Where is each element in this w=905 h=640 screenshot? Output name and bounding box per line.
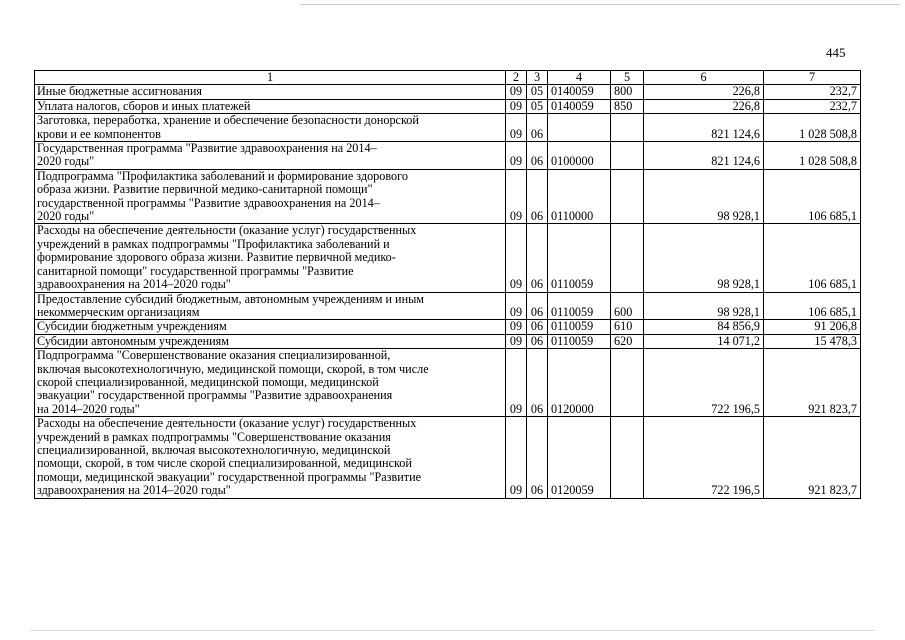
- row-amount-col6: 722 196,5: [644, 417, 764, 498]
- row-subsection: 06: [527, 292, 548, 320]
- table-row: [35, 114, 861, 142]
- column-header-3: 3: [527, 71, 548, 85]
- row-section: 09: [506, 334, 527, 348]
- row-amount-col6: 98 928,1: [644, 292, 764, 320]
- row-section: 09: [506, 114, 527, 142]
- row-expense-type: [611, 169, 644, 224]
- row-section: 09: [506, 169, 527, 224]
- table-row: [35, 320, 861, 334]
- row-amount-col6: 821 124,6: [644, 142, 764, 170]
- row-amount-col7: 1 028 508,8: [764, 142, 861, 170]
- row-target-code: 0110059: [548, 292, 611, 320]
- table-row: [35, 99, 861, 113]
- row-target-code: 0110059: [548, 320, 611, 334]
- row-amount-col6: 14 071,2: [644, 334, 764, 348]
- row-name: Иные бюджетные ассигнования: [35, 85, 506, 99]
- row-target-code: 0110000: [548, 169, 611, 224]
- table-row: [35, 292, 861, 320]
- row-expense-type: [611, 224, 644, 292]
- scan-artifact-bottom: [30, 630, 875, 631]
- row-amount-col6: 821 124,6: [644, 114, 764, 142]
- row-subsection: 06: [527, 334, 548, 348]
- row-section: 09: [506, 349, 527, 417]
- row-amount-col7: 15 478,3: [764, 334, 861, 348]
- row-amount-col7: 106 685,1: [764, 292, 861, 320]
- row-amount-col7: 232,7: [764, 85, 861, 99]
- row-target-code: 0120059: [548, 417, 611, 498]
- row-subsection: 06: [527, 224, 548, 292]
- row-name: Предоставление субсидий бюджетным, автономным учреждениям и иным некоммерческим организациям: [35, 292, 506, 320]
- page-number: 445: [826, 45, 846, 60]
- row-subsection: 06: [527, 417, 548, 498]
- row-subsection: 05: [527, 85, 548, 99]
- table-row: [35, 224, 861, 292]
- row-section: 09: [506, 142, 527, 170]
- column-header-2: 2: [506, 71, 527, 85]
- row-amount-col6: 226,8: [644, 99, 764, 113]
- row-section: 09: [506, 85, 527, 99]
- row-section: 09: [506, 99, 527, 113]
- row-subsection: 06: [527, 142, 548, 170]
- row-expense-type: 620: [611, 334, 644, 348]
- table-row: [35, 417, 861, 498]
- row-subsection: 06: [527, 114, 548, 142]
- row-amount-col7: 921 823,7: [764, 417, 861, 498]
- row-section: 09: [506, 320, 527, 334]
- row-expense-type: 600: [611, 292, 644, 320]
- row-section: 09: [506, 292, 527, 320]
- table-row: [35, 142, 861, 170]
- column-header-1: 1: [35, 71, 506, 85]
- column-header-4: 4: [548, 71, 611, 85]
- table-row: [35, 349, 861, 417]
- row-target-code: 0110059: [548, 334, 611, 348]
- row-amount-col7: 921 823,7: [764, 349, 861, 417]
- row-amount-col6: 722 196,5: [644, 349, 764, 417]
- row-amount-col6: 84 856,9: [644, 320, 764, 334]
- row-amount-col6: 98 928,1: [644, 224, 764, 292]
- table-row: [35, 169, 861, 224]
- row-name: Субсидии бюджетным учреждениям: [35, 320, 506, 334]
- row-amount-col7: 232,7: [764, 99, 861, 113]
- table-row: [35, 334, 861, 348]
- scan-artifact-top: [300, 4, 900, 5]
- row-expense-type: [611, 349, 644, 417]
- column-header-6: 6: [644, 71, 764, 85]
- row-expense-type: [611, 114, 644, 142]
- row-name: Уплата налогов, сборов и иных платежей: [35, 99, 506, 113]
- row-subsection: 05: [527, 99, 548, 113]
- row-name: Расходы на обеспечение деятельности (оказание услуг) государственных учреждений в рамках подпрограммы "Совершенствование оказания специализированной, включая высокотехнологичную, медицинской помощи, скорой, в том числе скорой специализированной, медицинской помощи, медицинской эвакуации" государственной программы "Развитие здравоохранения на 2014–2020 годы": [35, 417, 506, 498]
- row-section: 09: [506, 417, 527, 498]
- row-name: Расходы на обеспечение деятельности (оказание услуг) государственных учреждений в рамках подпрограммы "Профилактика заболеваний и формирование здорового образа жизни. Развитие первичной медико- санитарной помощи" государственной программы "Развитие здравоохранения на 2014–2020 годы": [35, 224, 506, 292]
- row-subsection: 06: [527, 349, 548, 417]
- row-amount-col6: 226,8: [644, 85, 764, 99]
- row-amount-col7: 1 028 508,8: [764, 114, 861, 142]
- row-name: Субсидии автономным учреждениям: [35, 334, 506, 348]
- row-target-code: [548, 114, 611, 142]
- row-subsection: 06: [527, 320, 548, 334]
- row-expense-type: 610: [611, 320, 644, 334]
- row-target-code: 0100000: [548, 142, 611, 170]
- row-target-code: 0110059: [548, 224, 611, 292]
- row-amount-col7: 106 685,1: [764, 169, 861, 224]
- row-target-code: 0140059: [548, 99, 611, 113]
- column-header-7: 7: [764, 71, 861, 85]
- table-row: [35, 85, 861, 99]
- row-expense-type: [611, 142, 644, 170]
- row-target-code: 0120000: [548, 349, 611, 417]
- row-name: Подпрограмма "Совершенствование оказания специализированной, включая высокотехнологичную, медицинской помощи, скорой, в том числе скорой специализированной, медицинской помощи, медицинской эвакуации" государственной программы "Развитие здравоохранения на 2014–2020 годы": [35, 349, 506, 417]
- row-expense-type: 850: [611, 99, 644, 113]
- row-amount-col7: 106 685,1: [764, 224, 861, 292]
- row-target-code: 0140059: [548, 85, 611, 99]
- row-name: Государственная программа "Развитие здравоохранения на 2014– 2020 годы": [35, 142, 506, 170]
- row-subsection: 06: [527, 169, 548, 224]
- row-amount-col7: 91 206,8: [764, 320, 861, 334]
- table-header-row: [35, 71, 861, 85]
- row-section: 09: [506, 224, 527, 292]
- row-name: Подпрограмма "Профилактика заболеваний и формирование здорового образа жизни. Развитие первичной медико-санитарной помощи" государственной программы "Развитие здравоохранения на 2014– 2020 годы": [35, 169, 506, 224]
- column-header-5: 5: [611, 71, 644, 85]
- row-expense-type: 800: [611, 85, 644, 99]
- row-amount-col6: 98 928,1: [644, 169, 764, 224]
- row-expense-type: [611, 417, 644, 498]
- row-name: Заготовка, переработка, хранение и обеспечение безопасности донорской крови и ее компонентов: [35, 114, 506, 142]
- budget-table: [34, 70, 861, 499]
